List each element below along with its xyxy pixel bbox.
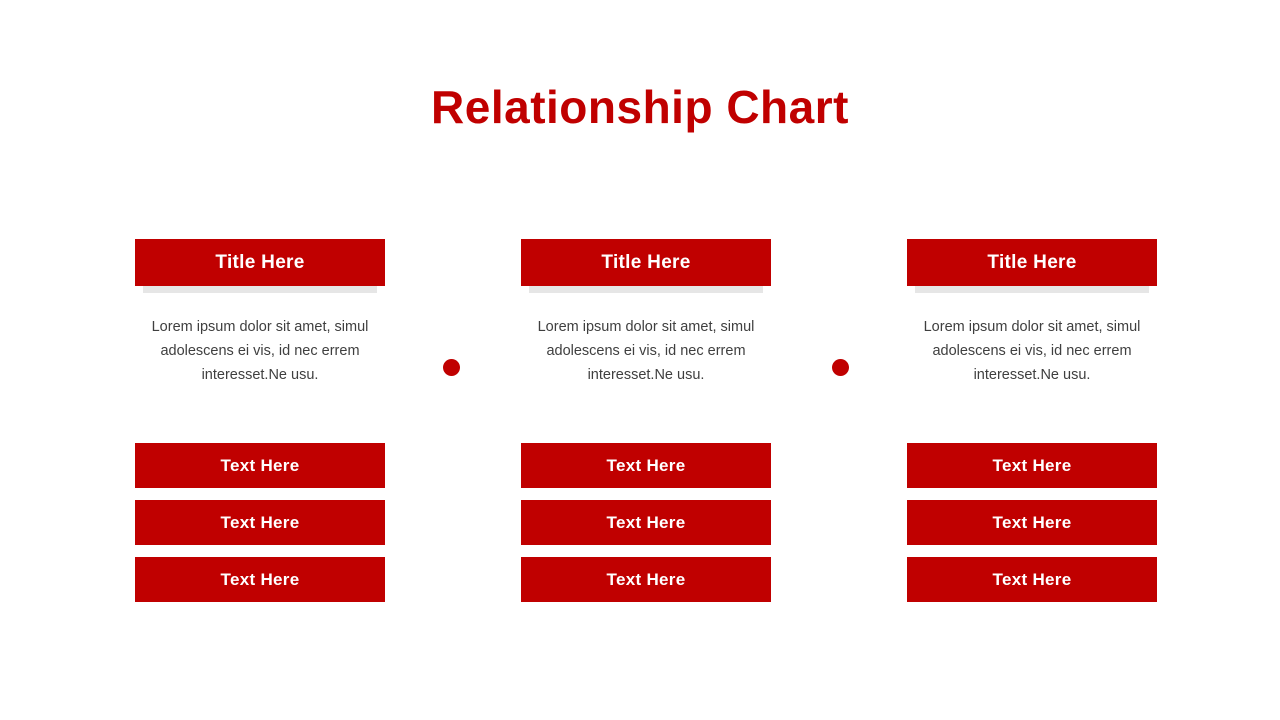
column-2-text-boxes <box>521 443 771 602</box>
column-2-title-box[interactable] <box>521 239 771 286</box>
connector-dot-1-icon <box>443 359 460 376</box>
column-1-text-box-1-label: Text Here <box>220 455 300 475</box>
column-1-body-text: Lorem ipsum dolor sit amet, simul adolescens ei vis, id nec errem interesset.Ne usu. <box>151 319 369 383</box>
connector-dot-2-icon <box>832 359 849 376</box>
column-1-text-boxes <box>135 443 385 602</box>
column-1-text-box-3[interactable] <box>135 557 385 602</box>
column-3-title-label: Title Here <box>987 251 1077 273</box>
column-1-text-box-1[interactable] <box>135 443 385 488</box>
column-3-text-box-3-label: Text Here <box>992 569 1072 589</box>
column-2-text-box-3[interactable] <box>521 557 771 602</box>
column-3-text-box-3[interactable] <box>907 557 1157 602</box>
column-1-text-box-3-label: Text Here <box>220 569 300 589</box>
column-3-text-box-1[interactable] <box>907 443 1157 488</box>
relationship-column-2 <box>521 239 771 604</box>
column-3-body-text: Lorem ipsum dolor sit amet, simul adolescens ei vis, id nec errem interesset.Ne usu. <box>923 319 1141 383</box>
column-3-text-boxes <box>907 443 1157 602</box>
page-title: Relationship Chart <box>431 81 849 133</box>
column-3-text-box-1-label: Text Here <box>992 455 1072 475</box>
relationship-column-1 <box>135 239 385 604</box>
column-1-text-box-2-label: Text Here <box>220 512 300 532</box>
column-1-title-box[interactable] <box>135 239 385 286</box>
column-2-text-box-2[interactable] <box>521 500 771 545</box>
column-1-text-box-2[interactable] <box>135 500 385 545</box>
column-2-text-box-3-label: Text Here <box>606 569 686 589</box>
column-2-text-box-1-label: Text Here <box>606 455 686 475</box>
column-2-title-shadow <box>529 286 763 293</box>
relationship-column-3 <box>907 239 1157 604</box>
relationship-columns <box>135 239 1157 604</box>
column-2-text-box-2-label: Text Here <box>606 512 686 532</box>
column-1-title-shadow <box>143 286 377 293</box>
column-2-title-label: Title Here <box>601 251 691 273</box>
column-3-title-shadow <box>915 286 1149 293</box>
column-3-text-box-2-label: Text Here <box>992 512 1072 532</box>
column-3-text-box-2[interactable] <box>907 500 1157 545</box>
column-3-title-box[interactable] <box>907 239 1157 286</box>
column-1-title-label: Title Here <box>215 251 305 273</box>
column-2-body-text: Lorem ipsum dolor sit amet, simul adolescens ei vis, id nec errem interesset.Ne usu. <box>537 319 755 383</box>
column-2-text-box-1[interactable] <box>521 443 771 488</box>
